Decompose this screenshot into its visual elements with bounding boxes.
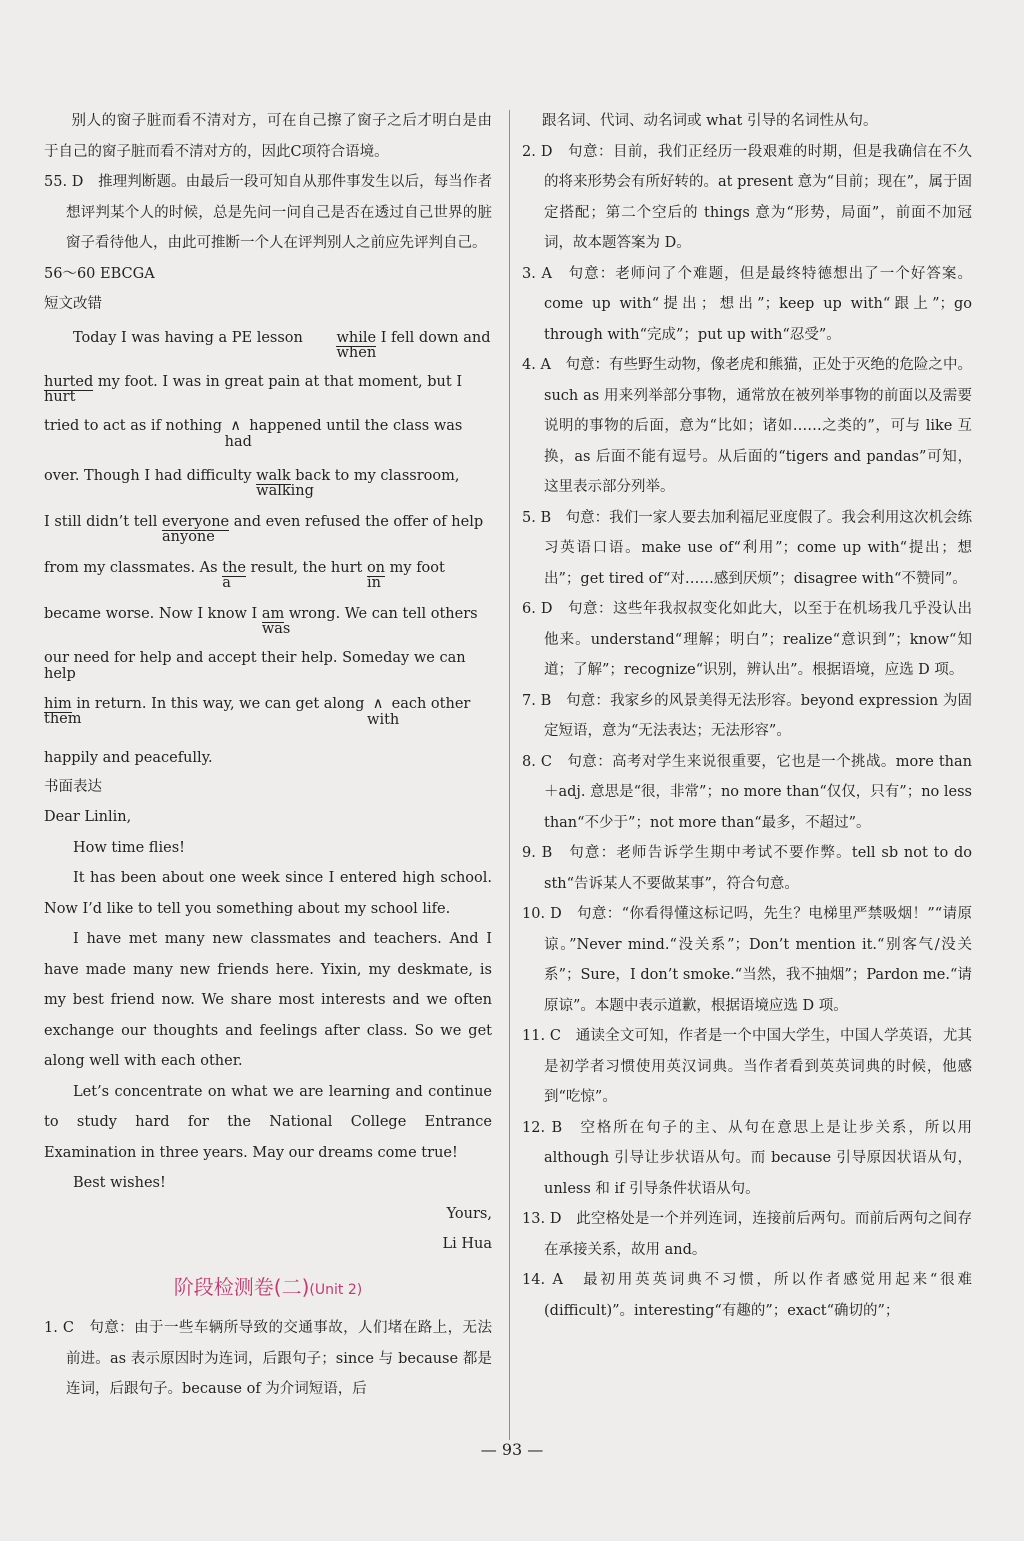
letter-closing: Best wishes! <box>73 1175 166 1191</box>
letter-paragraph: Let’s concentrate on what we are learning and continue to study hard for the National College Entrance Examination in three years. May our dreams come true! <box>44 1083 492 1161</box>
section-heading: 阶段检测卷(二)(Unit 2) <box>173 1274 363 1299</box>
answer-2: 2. D 句意：目前，我们正经历一段艰难的时期，但是我确信在不久的将来形势会有所好转的。at present 意为“目前；现在”，属于固定搭配；第二个空后的 things 意为“形势，局面”，前面不加冠词，故本题答案为 D。 <box>522 143 972 251</box>
correction-line: over. Though I had difficulty walk walking back to my classroom, <box>44 467 460 499</box>
corrected-word: the a <box>222 559 246 591</box>
corrected-word: am was <box>261 605 291 637</box>
correction-passage <box>44 330 492 766</box>
correction-line: tried to act as if nothing ∧ had happened until the class was <box>44 417 463 450</box>
answer-10: 10. D 句意：“你看得懂这标记吗，先生？电梯里严禁吸烟！”“请原谅。”Never mind.“没关系”；Don’t mention it.“别客气/没关系”；Sure，I don’t smoke.“当然，我不抽烟”；Pardon me.“请原谅”。本题中表示道歉，根据语境应选 D 项。 <box>522 906 972 1014</box>
letter-salutation: Dear Linlin, <box>44 809 132 825</box>
section-label-writing: 书面表达 <box>44 778 102 795</box>
insertion-caret: ∧ with <box>367 695 400 728</box>
correction-line: I still didn’t tell everyone anyone and even refused the offer of help <box>44 513 484 545</box>
corrected-word: hurted hurt <box>44 373 94 405</box>
letter-signature: Li Hua <box>442 1236 492 1252</box>
correction-line: happily and peacefully. <box>44 749 213 766</box>
corrected-word: $\frac{on}{in}$ <box>366 559 386 591</box>
answer-4: 4. A 句意：有些野生动物，像老虎和熊猫，正处于灭绝的危险之中。such as 用来列举部分事物，通常放在被列举事物的前面以及需要说明的事物的后面，意为“比如；诸如……之类的”，可与 like 互换，as 后面不能有逗号。从后面的“tigers and pandas”可知，这里表示部分列举。 <box>522 357 972 495</box>
answer-9: 9. B 句意：老师告诉学生期中考试不要作弊。tell sb not to do sth“告诉某人不要做某事”，符合句意。 <box>522 845 972 892</box>
correction-line: became worse. Now I know I am was wrong. We can tell others <box>44 605 478 637</box>
correction-line: hurted hurt my foot. I was in great pain at that moment, but I <box>44 373 463 405</box>
insertion-caret: ∧ had <box>224 417 252 450</box>
column-divider <box>509 110 510 1440</box>
answer-11: 11. C 通读全文可知，作者是一个中国大学生，中国人学英语，尤其是初学者习惯使用英汉词典。当作者看到英英词典的时候，他感到“吃惊”。 <box>522 1028 972 1105</box>
correction-line: from my classmates. As the a result, the hurt $\frac{on}{in}$ my foot <box>44 559 445 591</box>
correction-line: our need for help and accept their help. Someday we can help <box>44 649 466 682</box>
page-number: — 93 — <box>480 1440 544 1459</box>
answer-6: 6. D 句意：这些年我叔叔变化如此大，以至于在机场我几乎没认出他来。understand“理解；明白”；realize“意识到”；know“知道；了解”；recognize“识别，辨认出”。根据语境，应选 D 项。 <box>522 601 972 678</box>
left-column <box>44 106 492 1405</box>
corrected-word: him them <box>44 695 82 727</box>
letter-yours: Yours, <box>446 1205 492 1222</box>
letter-paragraph: It has been about one week since I entered high school. Now I’d like to tell you something about my school life. <box>44 870 492 917</box>
paragraph-c-explanation: 别人的窗子脏而看不清对方，可在自己擦了窗子之后才明白是由于自己的窗子脏而看不清对方的，因此C项符合语境。 <box>44 113 492 160</box>
correction-line: Today I was having a PE lesson while when I fell down and <box>73 329 491 361</box>
answer-14: 14. A 最初用英英词典不习惯，所以作者感觉用起来“很难 (difficult)”。interesting“有趣的”；exact“确切的”； <box>522 1272 972 1319</box>
section-label-correction: 短文改错 <box>44 296 102 312</box>
answer-7: 7. B 句意：我家乡的风景美得无法形容。beyond expression 为固定短语，意为“无法表达；无法形容”。 <box>522 692 972 739</box>
letter-paragraph: How time flies! <box>73 839 185 856</box>
answer-5: 5. B 句意：我们一家人要去加利福尼亚度假了。我会利用这次机会练习英语口语。make use of“利用”；come up with“提出；想出”；get tired of“对……感到厌烦”；disagree with“不赞同”。 <box>522 509 972 587</box>
answer-8: 8. C 句意：高考对学生来说很重要，它也是一个挑战。more than＋adj. 意思是“很，非常”；no more than“仅仅，只有”；no less than“不少于”；not more than“最多，不超过”。 <box>522 753 972 831</box>
answer-55: 55. D 推理判断题。由最后一段可知自从那件事发生以后，每当作者想评判某个人的时候，总是先问一问自己是否在透过自己世界的脏窗子看待他人，由此可推断一个人在评判别人之前应先评判自己。 <box>44 174 492 251</box>
right-column <box>522 106 972 1326</box>
answer-12: 12. B 空格所在句子的主、从句在意思上是让步关系，所以用 although 引导让步状语从句。而 because 引导原因状语从句，unless 和 if 引导条件状语从句。 <box>522 1119 972 1197</box>
answer-56-60: 56～60 EBCGA <box>44 265 155 282</box>
corrected-word: while when <box>336 329 377 361</box>
corrected-word: walk walking <box>256 467 314 499</box>
answer-1: 1. C 句意：由于一些车辆所导致的交通事故，人们堵在路上，无法前进。as 表示原因时为连词，后跟句子；since 与 because 都是连词，后跟句子。because of 为介词短语，后 <box>44 1320 492 1397</box>
letter-paragraph: I have met many new classmates and teachers. And I have made many new friends here. Yixin, my deskmate, is my best friend now. We share most interests and we often exchange our thoughts and feelings after class. So we get along well with each other. <box>44 931 492 1069</box>
answer-3: 3. A 句意：老师问了个难题，但是最终特德想出了一个好答案。come up with“提出；想出”；keep up with“跟上”；go through with“完成”；put up with“忍受”。 <box>522 265 972 343</box>
corrected-word: everyone anyone <box>162 513 230 545</box>
correction-line: him them in return. In this way, we can get along ∧ with each other <box>44 695 471 728</box>
answer-1-continued: 跟名词、代词、动名词或 what 引导的名词性从句。 <box>542 113 878 129</box>
answer-13: 13. D 此空格处是一个并列连词，连接前后两句。而前后两句之间存在承接关系，故用 and。 <box>522 1211 972 1258</box>
